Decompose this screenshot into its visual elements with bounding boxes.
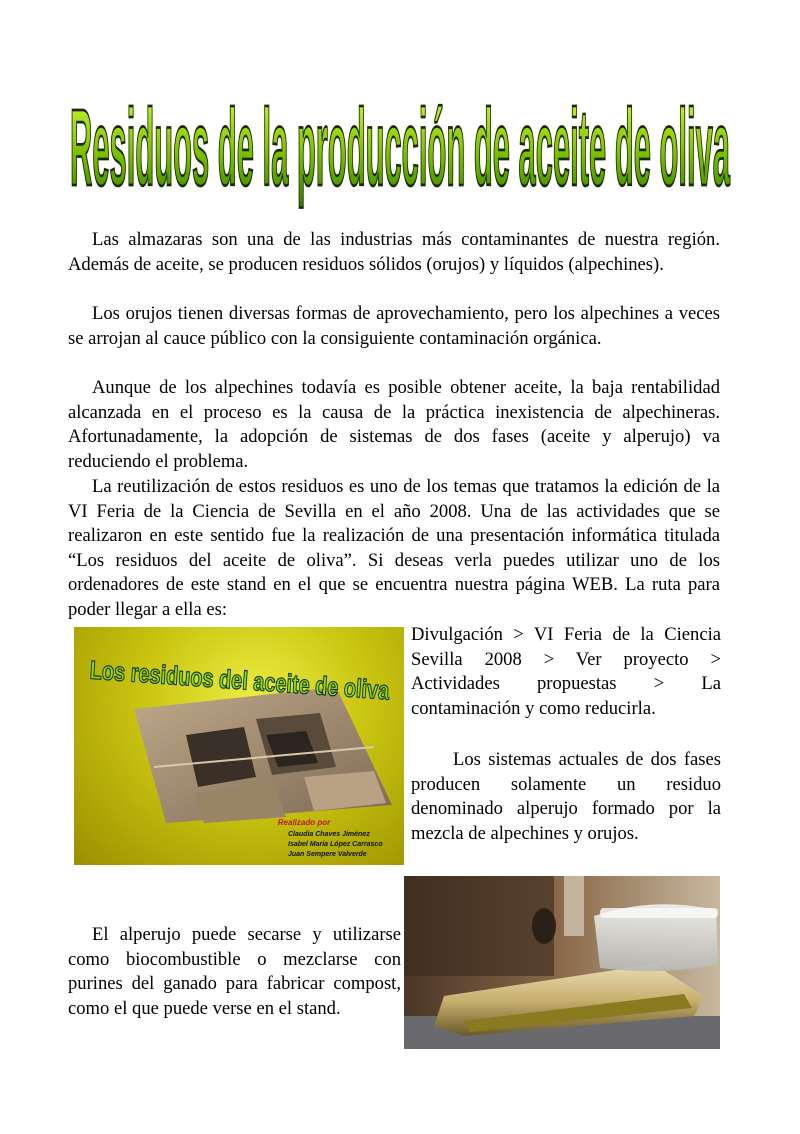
page-title [60,66,740,226]
compost-bag-photo [404,876,720,1049]
paragraph-route: Divulgación > VI Feria de la Ciencia Sevilla 2008 > Ver proyecto > Actividades propuestas > La contaminación y como reducirla. [411,624,721,719]
credits-heading: Realizado por [277,818,331,827]
presentation-slide-image [74,627,482,865]
paragraph-dos-fases: Los sistemas actuales de dos fases producen solamente un residuo denominado alperujo formado por la mezcla de alpechines y orujos. [411,749,721,844]
credit-line-2: Isabel María López Carrasco [288,841,383,848]
credit-line-1: Claudia Chaves Jiménez [288,831,370,838]
paragraph-compost: El alperujo puede secarse y utilizarse como biocombustible o mezclarse con purines del ganado para fabricar compost, como el que puede verse en el stand. [68,924,401,1019]
credit-line-3: Juan Sempere Valverde [288,851,367,858]
paragraph-almazaras: Las almazaras son una de las industrias más contaminantes de nuestra región. Además de aceite, se producen residuos sólidos (orujos) y líquidos (alpechines). [68,229,720,275]
title-text: Residuos de la producción de aceite de oliva [70,86,731,209]
paragraph-alpechines: Aunque de los alpechines todavía es posible obtener aceite, la baja rentabilidad alcanzada en el proceso es la causa de la práctica inexistencia de alpechineras. Afortunadamente, la adopción de sistemas de dos fases (aceite y alperujo) va reduciendo el problema. [68,377,720,472]
paragraph-orujos: Los orujos tienen diversas formas de aprovechamiento, pero los alpechines a veces se arrojan al cauce público con la consiguiente contaminación orgánica. [68,303,720,349]
paragraph-feria: La reutilización de estos residuos es uno de los temas que tratamos la edición de la VI Feria de la Ciencia de Sevilla en el año 2008. Una de las actividades que se realizaron en este sentido fue la realización de una presentación informática titulada “Los residuos del aceite de oliva”. Si deseas verla puedes utilizar uno de los ordenadores de este stand en el que se encuentra nuestra página WEB. La ruta para poder llegar a ella es: [68,476,720,620]
slide-title-text: Los residuos del aceite de oliva [88,654,482,712]
